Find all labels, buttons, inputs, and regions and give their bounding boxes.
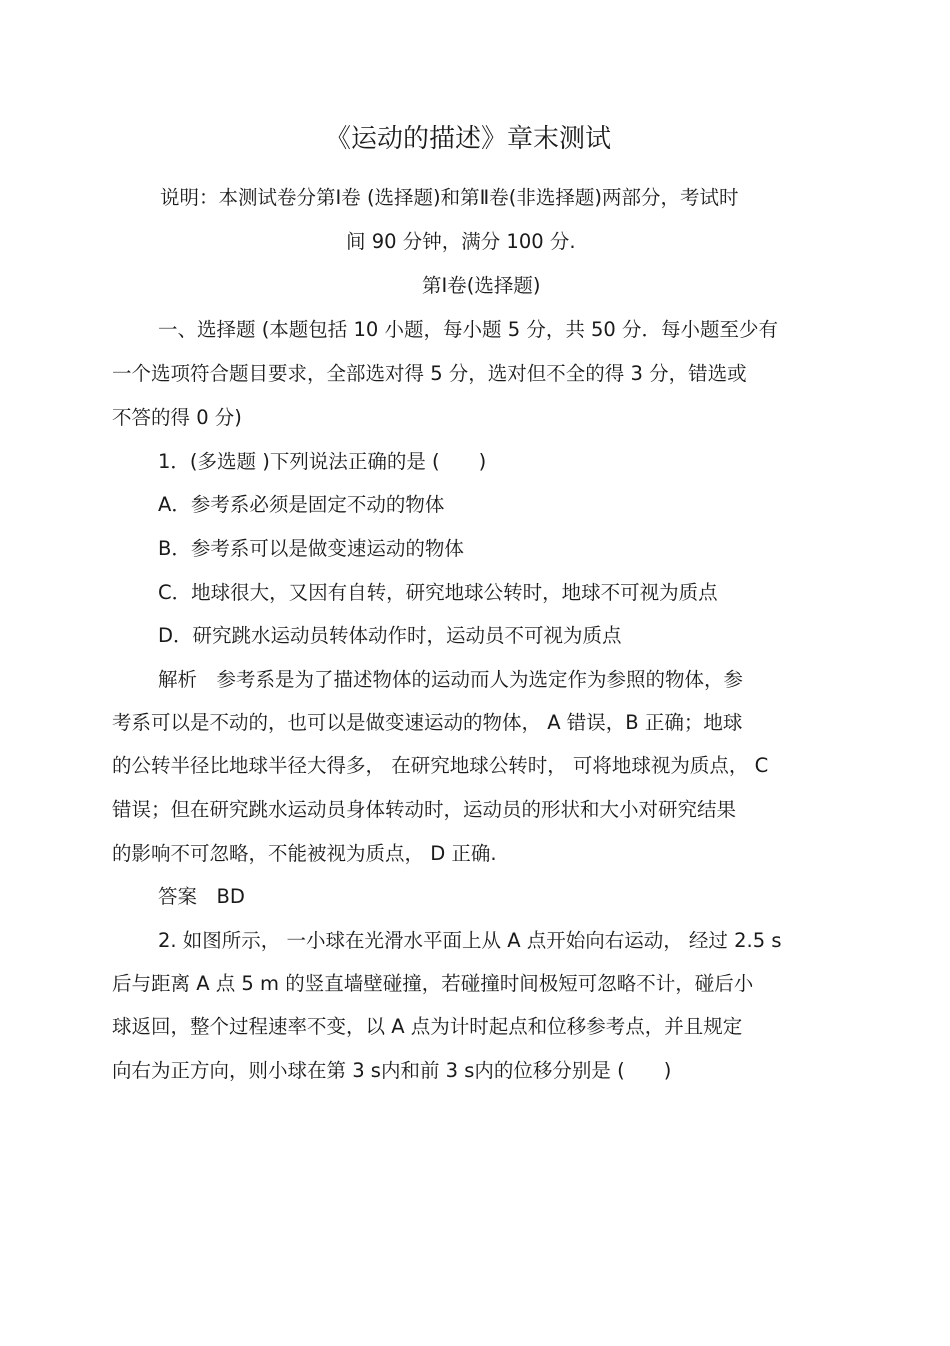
- part1-heading: 第Ⅰ卷(选择题): [422, 274, 541, 297]
- q1-option-c: C．地球很大，又因有自转，研究地球公转时，地球不可视为质点: [158, 581, 718, 604]
- q1-option-a: A．参考系必须是固定不动的物体: [158, 493, 445, 516]
- q2-line-1: 2. 如图所示， 一小球在光滑水平面上从 A 点开始向右运动， 经过 2.5 s: [158, 929, 782, 952]
- section1-line-3: 不答的得 0 分): [112, 406, 242, 429]
- q1-analysis-line-4: 错误；但在研究跳水运动员身体转动时，运动员的形状和大小对研究结果: [112, 798, 737, 821]
- q1-stem: 1．(多选题 )下列说法正确的是 ( ): [158, 450, 487, 473]
- section1-line-2: 一个选项符合题目要求，全部选对得 5 分，选对但不全的得 3 分，错选或: [112, 362, 747, 385]
- q2-line-3: 球返回，整个过程速率不变，以 A 点为计时起点和位移参考点，并且规定: [112, 1015, 743, 1038]
- q1-answer: 答案 BD: [158, 885, 245, 908]
- q2-line-2: 后与距离 A 点 5 m 的竖直墙壁碰撞，若碰撞时间极短可忽略不计，碰后小: [112, 972, 754, 995]
- q1-option-d: D．研究跳水运动员转体动作时，运动员不可视为质点: [158, 624, 622, 647]
- intro-line-2: 间 90 分钟，满分 100 分.: [346, 230, 576, 253]
- q2-line-4: 向右为正方向，则小球在第 3 s内和前 3 s内的位移分别是 ( ): [112, 1059, 672, 1082]
- q1-analysis-line-1: 解析 参考系是为了描述物体的运动而人为选定作为参照的物体，参: [158, 668, 744, 691]
- q1-analysis-line-3: 的公转半径比地球半径大得多， 在研究地球公转时， 可将地球视为质点， C: [112, 754, 769, 777]
- q1-analysis-line-2: 考系可以是不动的，也可以是做变速运动的物体， A 错误，B 正确；地球: [112, 711, 743, 734]
- q1-analysis-line-5: 的影响不可忽略，不能被视为质点， D 正确.: [112, 842, 497, 865]
- intro-line-1: 说明：本测试卷分第Ⅰ卷 (选择题)和第Ⅱ卷(非选择题)两部分，考试时: [160, 186, 739, 209]
- q1-option-b: B．参考系可以是做变速运动的物体: [158, 537, 464, 560]
- page-title: 《运动的描述》章末测试: [325, 124, 612, 154]
- section1-line-1: 一、选择题 (本题包括 10 小题，每小题 5 分，共 50 分．每小题至少有: [158, 318, 779, 341]
